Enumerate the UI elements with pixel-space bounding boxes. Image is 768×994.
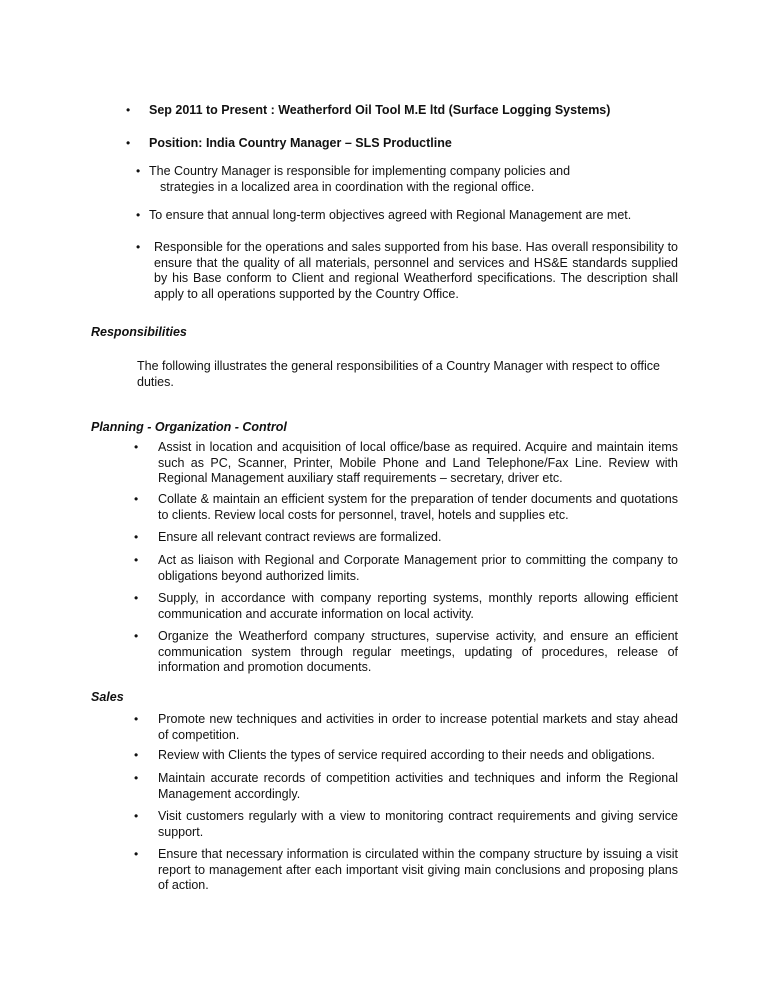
bullet-icon: • (134, 591, 139, 605)
bullet-icon: • (136, 208, 141, 222)
sales-item: Visit customers regularly with a view to monitoring contract requirements and giving service support. (158, 809, 678, 839)
bullet-icon: • (136, 240, 141, 254)
duty-line: strategies in a localized area in coordination with the regional office. (160, 180, 535, 194)
planning-item: Act as liaison with Regional and Corporate Management prior to committing the company to obligations beyond authorized limits. (158, 553, 678, 583)
sales-item: Review with Clients the types of service required according to their needs and obligations. (158, 748, 655, 762)
bullet-icon: • (134, 530, 139, 544)
planning-item: Supply, in accordance with company reporting systems, monthly reports allowing efficient communication and accurate information on local activity. (158, 591, 678, 621)
responsibilities-text: The following illustrates the general responsibilities of a Country Manager with respect to office duties. (137, 359, 660, 389)
bullet-icon: • (134, 492, 139, 506)
sales-item: Ensure that necessary information is circulated within the company structure by issuing a visit report to management after each important visit giving main conclusions and proposing plans of action. (158, 847, 678, 892)
bullet-icon: • (134, 847, 139, 861)
job-period: Sep 2011 to Present : Weatherford Oil Tool M.E ltd (Surface Logging Systems) (149, 103, 611, 117)
duty-line: The Country Manager is responsible for implementing company policies and (149, 164, 571, 178)
bullet-icon: • (134, 809, 139, 823)
bullet-icon: • (134, 629, 139, 643)
bullet-icon: • (126, 136, 131, 150)
bullet-icon: • (134, 748, 139, 762)
planning-item: Collate & maintain an efficient system for the preparation of tender documents and quotations to clients. Review local costs for personnel, travel, hotels and supplies etc. (158, 492, 678, 522)
sales-item: Promote new techniques and activities in order to increase potential markets and stay ahead of competition. (158, 712, 678, 742)
planning-item: Assist in location and acquisition of local office/base as required. Acquire and maintain items such as PC, Scanner, Printer, Mobile Phone and Land Telephone/Fax Line. Review with Regional Management auxiliary staff requirements – secretary, driver etc. (158, 440, 678, 485)
bullet-icon: • (134, 712, 139, 726)
section-heading-responsibilities: Responsibilities (91, 325, 187, 339)
section-heading-sales: Sales (91, 690, 124, 704)
sales-item: Maintain accurate records of competition activities and techniques and inform the Regional Management accordingly. (158, 771, 678, 801)
duty-paragraph: Responsible for the operations and sales supported from his base. Has overall responsibility to ensure that the quality of all materials, personnel and services and HS&E standards supplied by his Base conform to Client and regional Weatherford specifications. The description shall apply to all operations supported by the Country Office. (154, 240, 678, 301)
job-position: Position: India Country Manager – SLS Productline (149, 136, 452, 150)
section-heading-planning: Planning - Organization - Control (91, 420, 287, 434)
bullet-icon: • (134, 440, 139, 454)
bullet-icon: • (126, 103, 131, 117)
duty-line: To ensure that annual long-term objectives agreed with Regional Management are met. (149, 208, 632, 222)
bullet-icon: • (136, 164, 141, 178)
bullet-icon: • (134, 771, 139, 785)
planning-item: Organize the Weatherford company structures, supervise activity, and ensure an efficient communication system through regular meetings, updating of procedures, release of information and promotion documents. (158, 629, 678, 674)
planning-item: Ensure all relevant contract reviews are formalized. (158, 530, 442, 544)
bullet-icon: • (134, 553, 139, 567)
